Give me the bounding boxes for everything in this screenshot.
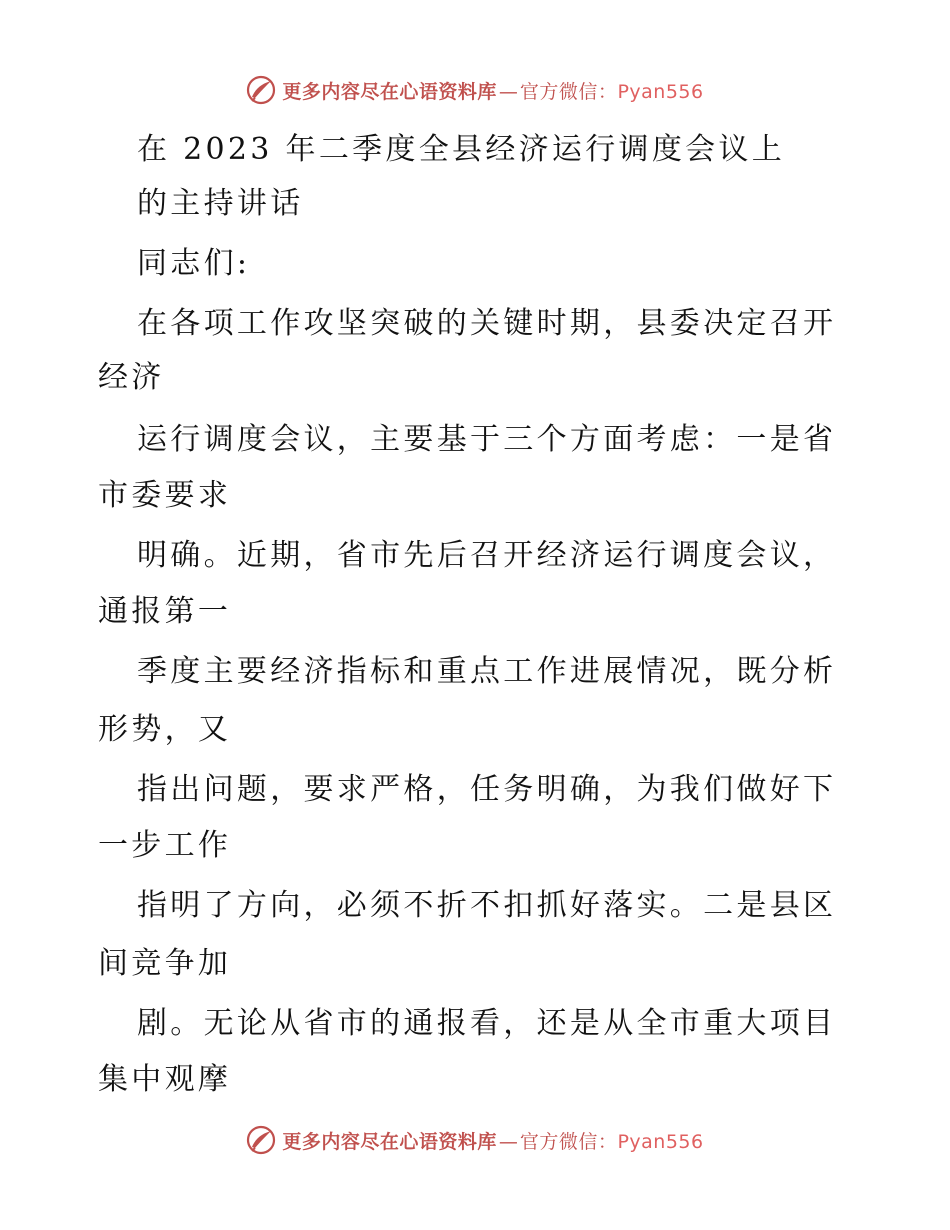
doc-line: 指出问题，要求严格，任务明确，为我们做好下	[137, 772, 837, 807]
doc-line: 集中观摩	[98, 1062, 232, 1097]
watermark-wechat-id: Pyan556	[617, 80, 704, 103]
doc-line: 形势，又	[98, 712, 232, 747]
doc-line: 经济	[98, 360, 165, 395]
watermark-main-text: 更多内容尽在心语资料库	[282, 1130, 497, 1153]
watermark-text	[282, 77, 703, 104]
pen-logo-icon	[246, 75, 276, 105]
doc-line: 指明了方向，必须不折不扣抓好落实。二是县区	[137, 888, 837, 923]
doc-title-line-2: 的主持讲话	[137, 186, 304, 221]
doc-line: 季度主要经济指标和重点工作进展情况，既分析	[137, 654, 837, 689]
doc-line: 运行调度会议，主要基于三个方面考虑：一是省	[137, 422, 837, 457]
watermark-main-text: 更多内容尽在心语资料库	[282, 80, 497, 103]
doc-line: 通报第一	[98, 594, 232, 629]
doc-line: 明确。近期，省市先后召开经济运行调度会议，	[137, 538, 837, 573]
header-watermark	[0, 72, 950, 108]
watermark-dash: —	[498, 80, 516, 103]
watermark-text	[282, 1127, 703, 1154]
doc-line: 剧。无论从省市的通报看，还是从全市重大项目	[137, 1006, 837, 1041]
doc-salutation: 同志们:	[137, 246, 251, 281]
doc-line: 间竞争加	[98, 946, 232, 981]
watermark-wechat-id: Pyan556	[617, 1130, 704, 1153]
watermark-dash: —	[498, 1130, 516, 1153]
watermark-wechat-label: 官方微信：	[519, 80, 618, 103]
doc-line: 在各项工作攻坚突破的关键时期，县委决定召开	[137, 306, 837, 341]
doc-title-line-1: 在 2023 年二季度全县经济运行调度会议上	[137, 132, 786, 167]
footer-watermark	[0, 1122, 950, 1158]
pen-logo-icon	[246, 1125, 276, 1155]
watermark-wechat-label: 官方微信：	[519, 1130, 618, 1153]
doc-line: 市委要求	[98, 478, 232, 513]
doc-line: 一步工作	[98, 828, 232, 863]
